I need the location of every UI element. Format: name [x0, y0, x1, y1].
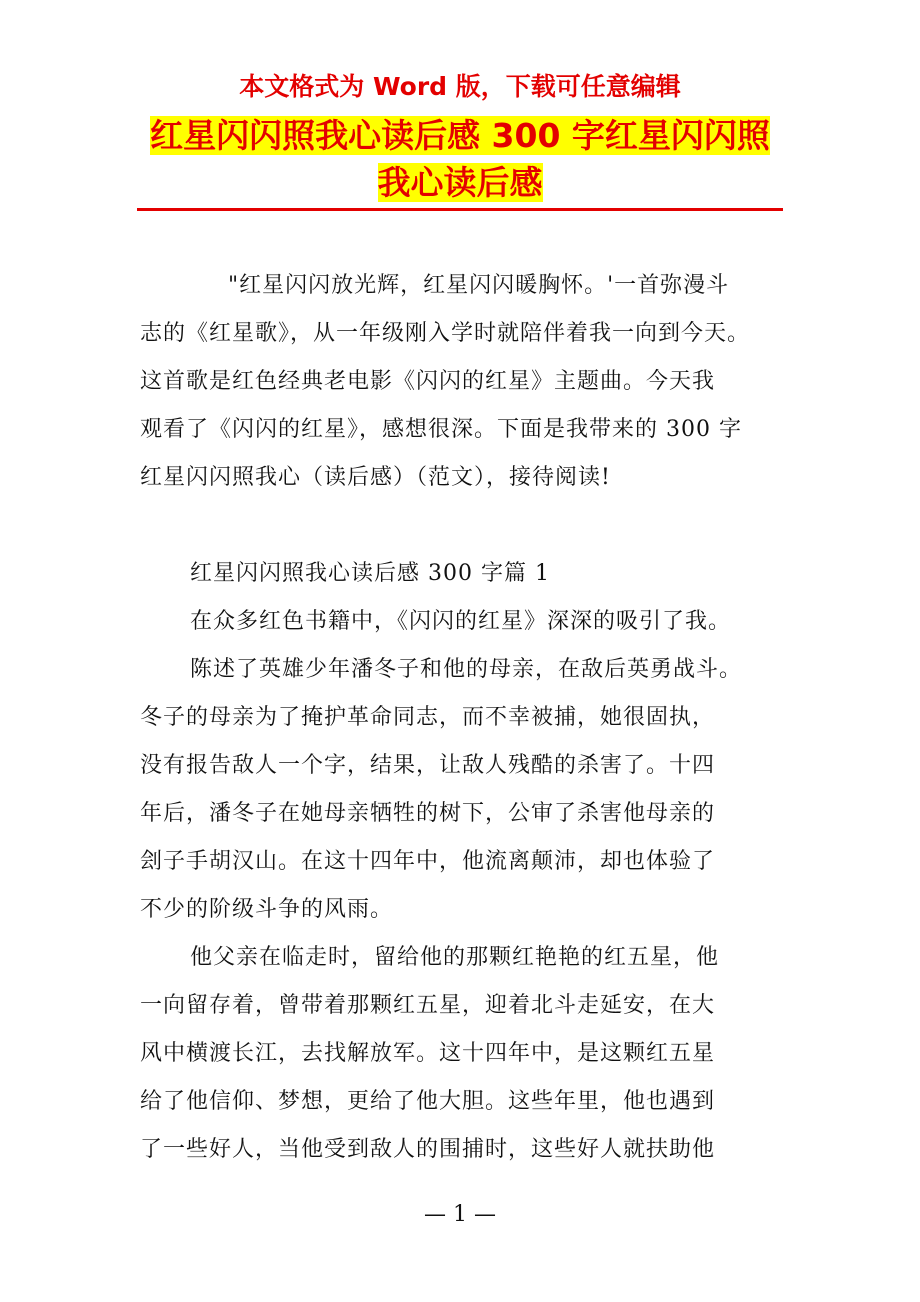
text-line: 一向留存着，曾带着那颗红五星，迎着北斗走延安，在大: [140, 993, 716, 1018]
paragraph-1: [140, 598, 790, 646]
text-line: 了一些好人，当他受到敌人的围捕时，这些好人就扶助他: [140, 1137, 716, 1162]
text-line: 志的《红星歌》，从一年级刚入学时就陪伴着我一向到今天。: [140, 321, 751, 346]
text-line: 年后，潘冬子在她母亲牺牲的树下，公审了杀害他母亲的: [140, 801, 716, 826]
text-line: 观看了《闪闪的红星》，感想很深。下面是我带来的 300 字: [140, 417, 742, 442]
text-line: 陈述了英雄少年潘冬子和他的母亲，在敌后英勇战斗。: [190, 657, 743, 682]
text-line: 刽子手胡汉山。在这十四年中，他流离颠沛，却也体验了: [140, 849, 716, 874]
format-notice: 本文格式为 Word 版，下载可任意编辑: [239, 72, 681, 101]
text-line: 没有报告敌人一个字，结果，让敌人残酷的杀害了。十四: [140, 753, 716, 778]
text-line: 不少的阶级斗争的风雨。: [140, 897, 394, 922]
text-line: 风中横渡长江，去找解放军。这十四年中，是这颗红五星: [140, 1041, 716, 1066]
text-line: 他父亲在临走时，留给他的那颗红艳艳的红五星，他: [190, 945, 720, 970]
intro-paragraph: [140, 262, 790, 502]
title-divider: [137, 208, 783, 211]
text-line: 红星闪闪照我心（读后感）（范文），接待阅读!: [140, 465, 611, 490]
paragraph-3: [140, 934, 790, 1174]
document-title: [130, 112, 790, 206]
title-line-2: 我心读后感: [377, 163, 543, 202]
paragraph-2: [140, 646, 790, 934]
title-line-1: 红星闪闪照我心读后感 300 字红星闪闪照: [150, 116, 770, 155]
document-body: [140, 262, 790, 1174]
text-line: "红星闪闪放光辉，红星闪闪暖胸怀。'一首弥漫斗: [228, 273, 730, 298]
text-line: 给了他信仰、梦想，更给了他大胆。这些年里，他也遇到: [140, 1089, 716, 1114]
section-heading: 红星闪闪照我心读后感 300 字篇 1: [190, 561, 550, 586]
page-number: — 1 —: [424, 1202, 496, 1227]
text-line: 这首歌是红色经典老电影《闪闪的红星》主题曲。今天我: [140, 369, 716, 394]
text-line: 冬子的母亲为了掩护革命同志，而不幸被捕，她很固执，: [140, 705, 716, 730]
paragraph-gap: [140, 502, 790, 550]
text-line: 在众多红色书籍中，《闪闪的红星》深深的吸引了我。: [190, 609, 732, 634]
